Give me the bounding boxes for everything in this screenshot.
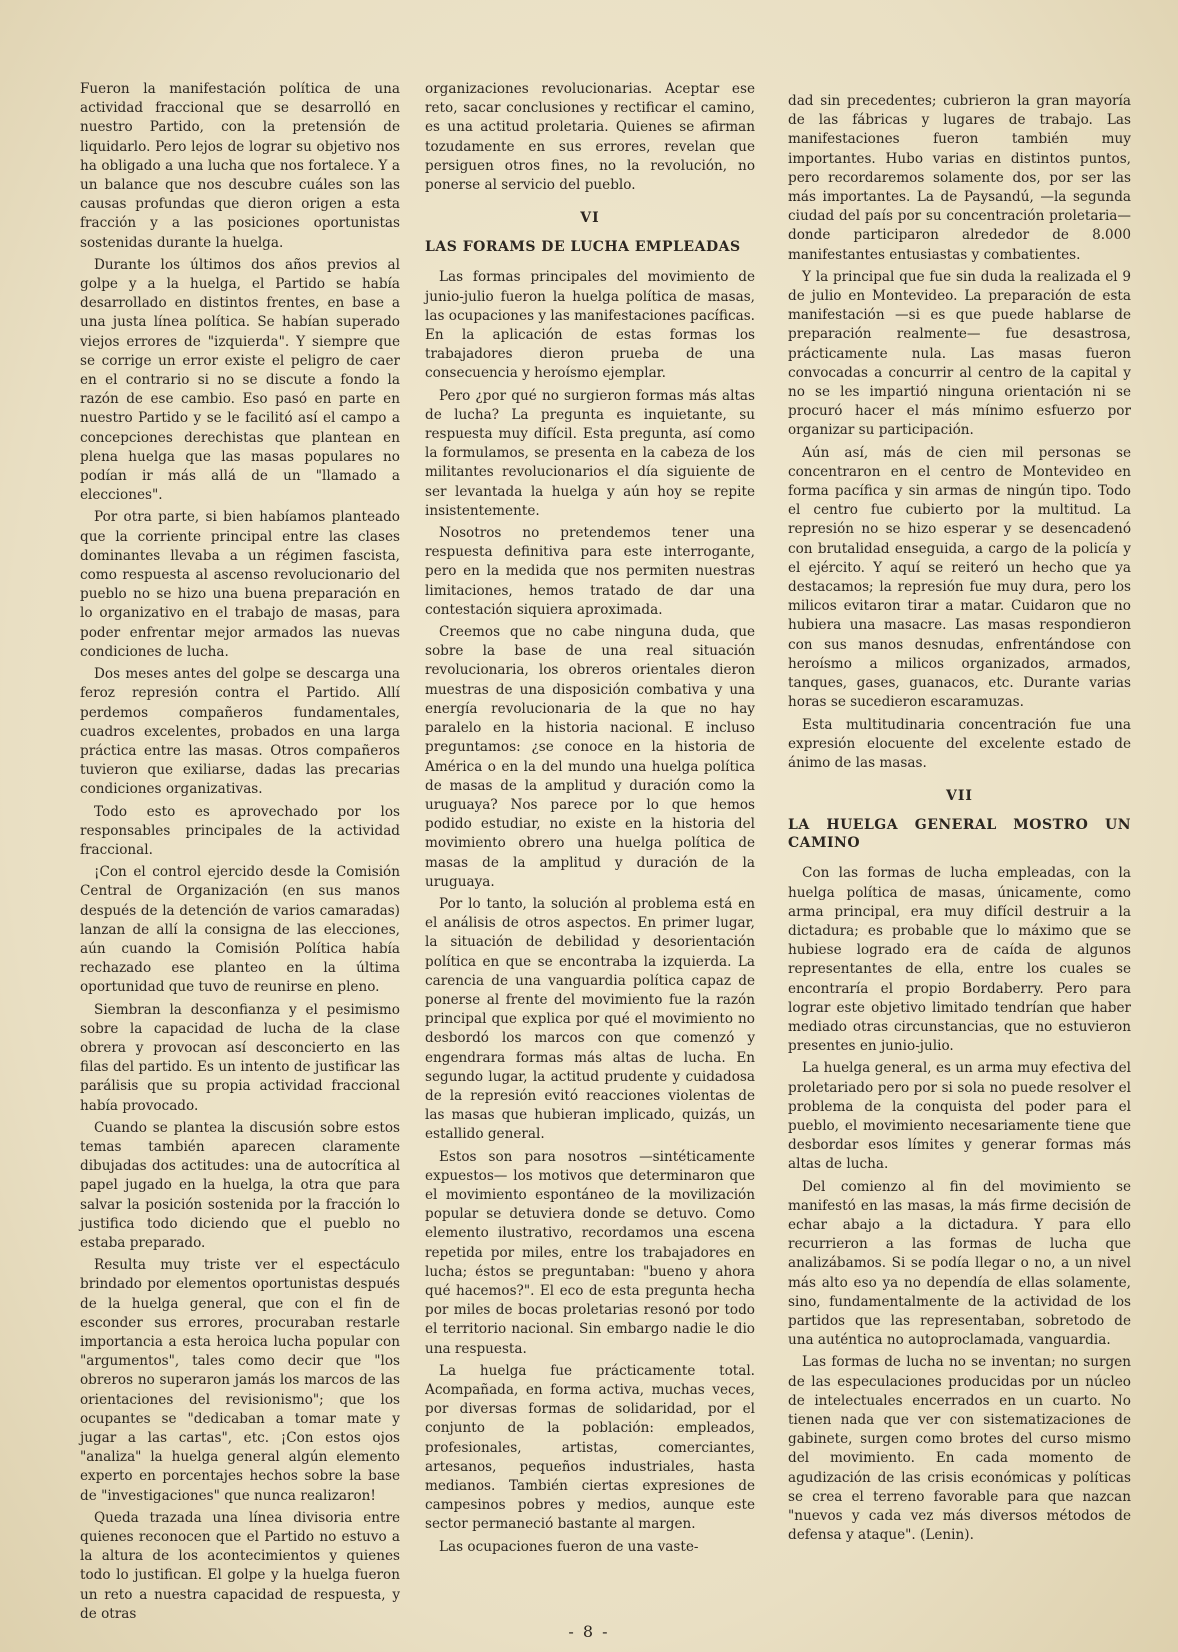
paragraph: Las ocupaciones fueron de una vaste- [439,1538,699,1555]
section-title-6: LAS FORAMS DE LUCHA EMPLEADAS [425,239,741,256]
paragraph: Esta multitudinaria concentración fue una expresión elocuente del excelente estado de ánimo de las masas. [788,716,1131,771]
paragraph: Siembran la desconfianza y el pesimismo sobre la capacidad de lucha de la clase obrera y provocan así desconcierto en las filas del partido. Es un intento de justificar las parálisis que su propia actividad fraccional había provocado. [80,1001,400,1114]
paragraph: Por otra parte, si bien habíamos planteado que la corriente principal entre las clases dominantes llevaba a un régimen fascista, como respuesta al ascenso revolucionario del pueblo no se hizo una buena preparación en lo organizativo en el trabajo de masas, para poder enfrentar mejor armados las nuevas condiciones de lucha. [80,509,400,660]
paragraph: dad sin precedentes; cubrieron la gran mayoría de las fábricas y lugares de trabajo. Las manifestaciones fueron también muy importantes. Hubo varias en distintos puntos, pero recordaremos solamente dos, por ser las más importantes. La de Paysandú, —la segunda ciudad del país por su concentración proletaria— donde participaron alrededor de 8.000 manifestantes entusiastas y combatientes. [788,93,1131,263]
paragraph: ¡Con el control ejercido desde la Comisión Central de Organización (en sus manos después de la detención de varios camaradas) lanzan de allí la consigna de las elecciones, aún cuando la Comisión Política había rechazado ese planteo en la última oportunidad que tuvo de reunirse en pleno. [80,864,400,996]
paragraph: Fueron la manifestación política de una actividad fraccional que se desarrolló en nuestro Partido, con la pretensión de liquidarlo. Pero lejos de lograr su objetivo nos ha obligado a una lucha que nos fortalece. Y a un balance que nos descubre cuáles son las causas profundas que dieron origen a esta fracción y a las posiciones oportunistas sostenidas durante la huelga. [80,81,400,251]
paragraph: Aún así, más de cien mil personas se concentraron en el centro de Montevideo en forma pacífica y sin armas de ningún tipo. Todo el centro fue cubierto por la multitud. La represión no se hizo esperar y se desencadenó con brutalidad enseguida, a cargo de la policía y el ejército. Y aquí se reiteró un hecho que ya destacamos; la represión fue muy dura, pero los milicos evitaron tirar a matar. Cuidaron que no hubiera una masacre. Las masas respondieron con sus manos desnudas, enfrentándose con heroísmo a milicos organizados, armados, tanques, gases, guanacos, etc. Durante varias horas se sucedieron escaramuzas. [788,444,1131,711]
paragraph: Dos meses antes del golpe se descarga una feroz represión contra el Partido. Allí perdemos compañeros fundamentales, cuadros excelentes, probados en una larga práctica entre las masas. Otros compañeros tuvieron que exiliarse, dadas las precarias condiciones organizativas. [80,666,400,798]
paragraph: Pero ¿por qué no surgieron formas más altas de lucha? La pregunta es inquietante, su respuesta muy difícil. Esta pregunta, así como la formulamos, se presenta en la cabeza de los militantes revolucionarios el día siguiente de ser levantada la huelga y aún hoy se repite insistentemente. [425,387,755,519]
paragraph: Durante los últimos dos años previos al golpe y a la huelga, el Partido se había desarrollado en distintos frentes, en base a una justa línea política. Se habían superado viejos errores de "izquierda". Y siempre que se corrige un error existe el peligro de caer en el contrario si no se discute a fondo la razón de ese cambio. Eso pasó en parte en nuestro Partido y se le facilitó así el campo a concepciones derechistas que plantean en plena huelga que las masas populares no podían ir más allá de un "llamado a elecciones". [80,256,400,504]
paragraph: Del comienzo al fin del movimiento se manifestó en las masas, la más firme decisión de echar abajo a la dictadura. Y para ello recurrieron a las formas de lucha que analizábamos. Si se podía llegar o no, a un nivel más alto eso ya no dependía de ellas solamente, sino, fundamentalmente de la actividad de los partidos que las representaban, sobretodo de una auténtica no autoproclamada, vanguardia. [788,1178,1131,1349]
paragraph: Por lo tanto, la solución al problema está en el análisis de otros aspectos. En primer lugar, la situación de debilidad y desorientación política en que se encontraba la izquierda. La carencia de una vanguardia política capaz de ponerse al frente del movimiento fue la razón principal que explica por qué el movimiento no desbordó los marcos con que comenzó y engendrara formas más altas de lucha. En segundo lugar, la actitud prudente y cuidadosa de la represión evitó reacciones violentas de las masas que hubieran implicado, quizás, un estallido general. [425,895,755,1143]
paragraph: Con las formas de lucha empleadas, con la huelga política de masas, únicamente, como arma principal, era muy difícil destruir a la dictadura; es probable que lo máximo que se hubiese logrado era de caída de algunos representantes de ella, entre los cuales se encontraría el propio Bordaberry. Pero para lograr este objetivo limitado tendrían que haber mediado otras circunstancias, que no estuvieron presentes en junio-julio. [788,865,1131,1055]
column-1 [80,80,400,1627]
paragraph: Las formas de lucha no se inventan; no surgen de las especulaciones producidas por un núcleo de intelectuales encerrados en un cuarto. No tienen nada que ver con sistematizaciones de gabinete, surgen como brotes del curso mismo del movimiento. En cada momento de agudización de las crisis económicas y políticas se crea el terreno favorable para que nazcan "nuevos y cada vez más diversos métodos de defensa y ataque". (Lenin). [788,1354,1131,1544]
paragraph: Nosotros no pretendemos tener una respuesta definitiva para este interrogante, pero en la medida que nos permiten nuestras limitaciones, hemos tratado de dar una contestación siquiera aproximada. [425,525,755,618]
paragraph: Estos son para nosotros —sintéticamente expuestos— los motivos que determinaron que el movimiento espontáneo de la movilización popular se detuviera donde se detuvo. Como elemento ilustrativo, recordamos una escena repetida por miles, entre los trabajadores en lucha; éstos se preguntaban: "bueno y ahora qué hacemos?". El eco de esta pregunta hecha por miles de bocas proletarias resonó por todo el territorio nacional. Sin embargo nadie le dio una respuesta. [425,1148,755,1357]
paragraph: organizaciones revolucionarias. Aceptar ese reto, sacar conclusiones y rectificar el camino, es una actitud proletaria. Quienes se afirman tozudamente en sus errores, revelan que persiguen otros fines, no la revolución, no ponerse al servicio del pueblo. [425,81,755,194]
section-number-6: VI [580,210,600,227]
paragraph: Queda trazada una línea divisoria entre quienes reconocen que el Partido no estuvo a la altura de los acontecimientos y quienes todo lo justifican. El golpe y la huelga fueron un reto a nuestra capacidad de respuesta, y de otras [80,1509,400,1622]
paragraph: La huelga general, es un arma muy efectiva del proletariado pero por si sola no puede resolver el problema de la conquista del poder para el pueblo, el movimiento necesariamente tiene que desbordar esos límites y generar formas más altas de lucha. [788,1060,1131,1173]
paragraph: Creemos que no cabe ninguna duda, que sobre la base de una real situación revolucionaria, los obreros orientales dieron muestras de una disposición combativa y una energía revolucionaria de la que no hay paralelo en la historia nacional. E incluso preguntamos: ¿se conoce en la historia de América o en la del mundo una huelga política de masas de la amplitud y duración como la uruguaya? Nos parece por lo que hemos podido estudiar, no existe en la historia del movimiento obrero una huelga política de masas de la amplitud y duración de la uruguaya. [425,624,755,890]
paragraph: Las formas principales del movimiento de junio-julio fueron la huelga política de masas, las ocupaciones y las manifestaciones pacíficas. En la aplicación de estas formas los trabajadores dieron prueba de una consecuencia y heroísmo ejemplar. [425,269,755,382]
paragraph: Y la principal que fue sin duda la realizada el 9 de julio en Montevideo. La preparación de esta manifestación —si es que puede hablarse de preparación realmente— fue desastrosa, prácticamente nula. Las masas fueron convocadas a concurrir al centro de la capital y no se les impartió ninguna orientación ni se procuró hacer el más mínimo esfuerzo por organizar su participación. [788,268,1131,439]
page-number: - 8 - [568,1622,610,1641]
column-2 [425,80,755,1560]
paragraph: La huelga fue prácticamente total. Acompañada, en forma activa, muchas veces, por diversas formas de solidaridad, por el conjunto de la población: empleados, profesionales, artistas, comerciantes, artesanos, pequeños industriales, hasta medianos. También ciertas expresiones de campesinos pobres y medios, aunque este sector permaneció bastante al margen. [425,1362,755,1533]
column-3 [788,92,1131,1548]
paragraph: Resulta muy triste ver el espectáculo brindado por elementos oportunistas después de la huelga general, que con el fin de esconder sus errores, procuraban restarle importancia a esta heroica lucha popular con "argumentos", tales como decir que "los obreros no superaron jamás los marcos de las orientaciones del revisionismo"; que los ocupantes se "dedicaban a tomar mate y jugar a las cartas", etc. ¡Con estos ojos "analiza" la huelga general algún elemento experto en porcentajes hechos sobre la base de "investigaciones" que nunca realizaron! [80,1257,400,1504]
paragraph: Todo esto es aprovechado por los responsables principales de la actividad fraccional. [80,803,400,858]
section-title-7: LA HUELGA GENERAL MOSTRO UN CAMINO [788,817,1131,852]
paragraph: Cuando se plantea la discusión sobre estos temas también aparecen claramente dibujadas dos actitudes: una de autocrítica al papel jugado en la huelga, la otra que para salvar la posición sostenida por la fracción lo justifica todo diciendo que el pueblo no estaba preparado. [80,1119,400,1251]
section-number-7: VII [946,788,973,805]
